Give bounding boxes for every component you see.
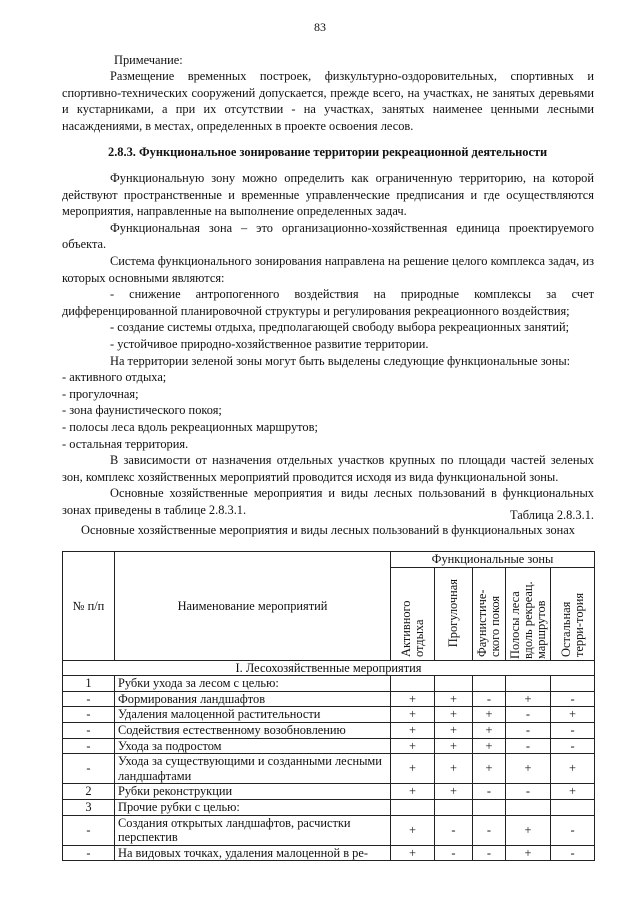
- table-row: [63, 799, 595, 815]
- row-measure-name: Создания открытых ландшафтов, расчистки перспектив: [115, 815, 391, 845]
- body-text: [62, 170, 594, 518]
- row-measure-name: Рубки реконструкции: [115, 784, 391, 800]
- row-number: -: [63, 738, 115, 754]
- zone-value-cell: [473, 799, 506, 815]
- row-number: -: [63, 815, 115, 845]
- zone-value-cell: +: [435, 722, 473, 738]
- row-number: 1: [63, 676, 115, 692]
- col-header-name: Наименование мероприятий: [115, 552, 391, 661]
- list-item: - устойчивое природно-хозяйственное развитие территории.: [110, 336, 429, 351]
- paragraph: Основные хозяйственные мероприятия и виды лесных пользований в функциональных зонах приведены в таблице 2.8.3.1.: [62, 486, 594, 517]
- zone-value-cell: +: [473, 722, 506, 738]
- col-header-num: № п/п: [63, 552, 115, 661]
- zone-value-cell: -: [473, 815, 506, 845]
- zone-value-cell: +: [435, 691, 473, 707]
- zone-value-cell: [391, 676, 435, 692]
- row-measure-name: Ухода за существующими и созданными лесными ландшафтами: [115, 754, 391, 784]
- zone-value-cell: +: [391, 691, 435, 707]
- zone-value-cell: -: [506, 707, 551, 723]
- row-measure-name: Ухода за подростом: [115, 738, 391, 754]
- zone-value-cell: -: [473, 845, 506, 861]
- zone-value-cell: -: [551, 722, 595, 738]
- row-number: -: [63, 707, 115, 723]
- table-row: [63, 784, 595, 800]
- zone-value-cell: +: [473, 738, 506, 754]
- row-number: -: [63, 754, 115, 784]
- list-item: - снижение антропогенного воздействия на природные комплексы за счет дифференцированной планировочной структуры и регулирования рекреационного воздействия;: [62, 287, 594, 318]
- zone-value-cell: -: [473, 784, 506, 800]
- table-row: [63, 845, 595, 861]
- list-item: - остальная территория.: [62, 436, 189, 451]
- zone-value-cell: +: [391, 845, 435, 861]
- row-number: -: [63, 691, 115, 707]
- zone-value-cell: [506, 799, 551, 815]
- zone-value-cell: +: [391, 707, 435, 723]
- zone-header: Остальная терри-тория: [558, 592, 586, 657]
- zone-value-cell: [551, 676, 595, 692]
- list-item: - зона фаунистического покоя;: [62, 403, 222, 418]
- zone-value-cell: -: [506, 722, 551, 738]
- table-row: [63, 691, 595, 707]
- note-title: Примечание:: [114, 53, 183, 67]
- list-item: - полосы леса вдоль рекреационных маршрутов;: [62, 419, 318, 434]
- zone-value-cell: +: [391, 722, 435, 738]
- table-title: Основные хозяйственные мероприятия и виды лесных пользований в функциональных зонах: [81, 523, 575, 537]
- zone-value-cell: -: [506, 738, 551, 754]
- zone-value-cell: -: [551, 691, 595, 707]
- zone-header: Полосы леса вдоль рекреац. маршрутов: [507, 580, 548, 659]
- zone-value-cell: +: [391, 738, 435, 754]
- row-measure-name: Содействия естественному возобновлению: [115, 722, 391, 738]
- table-row: [63, 754, 595, 784]
- zone-value-cell: +: [391, 754, 435, 784]
- row-measure-name: Формирования ландшафтов: [115, 691, 391, 707]
- row-number: 2: [63, 784, 115, 800]
- zone-value-cell: +: [551, 784, 595, 800]
- table-section-row: [63, 660, 595, 676]
- zone-value-cell: -: [473, 691, 506, 707]
- list-item: - прогулочная;: [62, 386, 139, 401]
- table-header-row: [63, 552, 595, 568]
- paragraph: На территории зеленой зоны могут быть выделены следующие функциональные зоны:: [110, 353, 571, 368]
- zone-value-cell: +: [506, 691, 551, 707]
- row-number: -: [63, 722, 115, 738]
- zone-value-cell: [551, 799, 595, 815]
- zone-value-cell: [391, 799, 435, 815]
- paragraph: Функциональную зону можно определить как ограниченную территорию, на которой действуют пространственные и временные управленческие предписания и где осуществляются мероприятия, направленные на выполнение определенных задач.: [62, 171, 594, 219]
- section-heading: 2.8.3. Функциональное зонирование территории рекреационной деятельности: [108, 145, 548, 159]
- zone-value-cell: [506, 676, 551, 692]
- zone-value-cell: [435, 799, 473, 815]
- table-row: [63, 676, 595, 692]
- zone-value-cell: +: [473, 707, 506, 723]
- list-item: - активного отдыха;: [62, 370, 167, 385]
- measures-table: [62, 551, 595, 861]
- zone-value-cell: +: [506, 815, 551, 845]
- zone-value-cell: -: [551, 815, 595, 845]
- zone-value-cell: [473, 676, 506, 692]
- zone-value-cell: +: [391, 784, 435, 800]
- zone-header: Активного отдыха: [398, 600, 426, 657]
- table-row: [63, 815, 595, 845]
- zone-header: Прогулочная: [446, 579, 460, 648]
- zone-value-cell: -: [506, 784, 551, 800]
- zone-value-cell: +: [435, 738, 473, 754]
- note-text: Размещение временных построек, физкультурно-оздоровительных, спортивных и спортивно-технических сооружений допускается, прежде всего, на участках, не занятых деревьями и кустарниками, а при их отсутствии - на участках, занятых наименее ценными лесными насаждениями, в местах, определенных в проекте освоения лесов.: [62, 69, 594, 133]
- zone-value-cell: +: [435, 707, 473, 723]
- zone-value-cell: +: [391, 815, 435, 845]
- row-number: -: [63, 845, 115, 861]
- paragraph: Система функционального зонирования направлена на решение целого комплекса задач, из которых основными являются:: [62, 253, 594, 285]
- zone-value-cell: +: [551, 707, 595, 723]
- zone-value-cell: +: [435, 784, 473, 800]
- row-measure-name: Удаления малоценной растительности: [115, 707, 391, 723]
- paragraph: Функциональная зона – это организационно-хозяйственная единица проектируемого объекта.: [62, 220, 594, 252]
- row-measure-name: Прочие рубки с целью:: [115, 799, 391, 815]
- zone-header: Фаунистиче-ского покоя: [475, 589, 502, 657]
- zone-value-cell: +: [435, 754, 473, 784]
- zone-value-cell: -: [551, 845, 595, 861]
- row-measure-name: На видовых точках, удаления малоценной в ре-: [115, 845, 391, 861]
- zone-value-cell: +: [551, 754, 595, 784]
- zone-value-cell: +: [506, 845, 551, 861]
- table-body: [63, 676, 595, 861]
- section-title: I. Лесохозяйственные мероприятия: [63, 660, 595, 676]
- zone-value-cell: +: [506, 754, 551, 784]
- zone-value-cell: +: [473, 754, 506, 784]
- table-row: [63, 707, 595, 723]
- paragraph: В зависимости от назначения отдельных участков крупных по площади частей зеленых зон, комплекс хозяйственных мероприятий проводится исходя из вида функциональной зоны.: [62, 453, 594, 484]
- row-number: 3: [63, 799, 115, 815]
- table-row: [63, 738, 595, 754]
- col-header-zones: Функциональные зоны: [391, 552, 595, 568]
- zone-value-cell: [435, 676, 473, 692]
- zone-value-cell: -: [551, 738, 595, 754]
- table-row: [63, 722, 595, 738]
- list-item: - создание системы отдыха, предполагающей свободу выбора рекреационных занятий;: [110, 320, 570, 335]
- table-label: Таблица 2.8.3.1.: [510, 508, 594, 522]
- page-number: 83: [314, 20, 326, 34]
- row-measure-name: Рубки ухода за лесом с целью:: [115, 676, 391, 692]
- zone-value-cell: -: [435, 815, 473, 845]
- zone-value-cell: -: [435, 845, 473, 861]
